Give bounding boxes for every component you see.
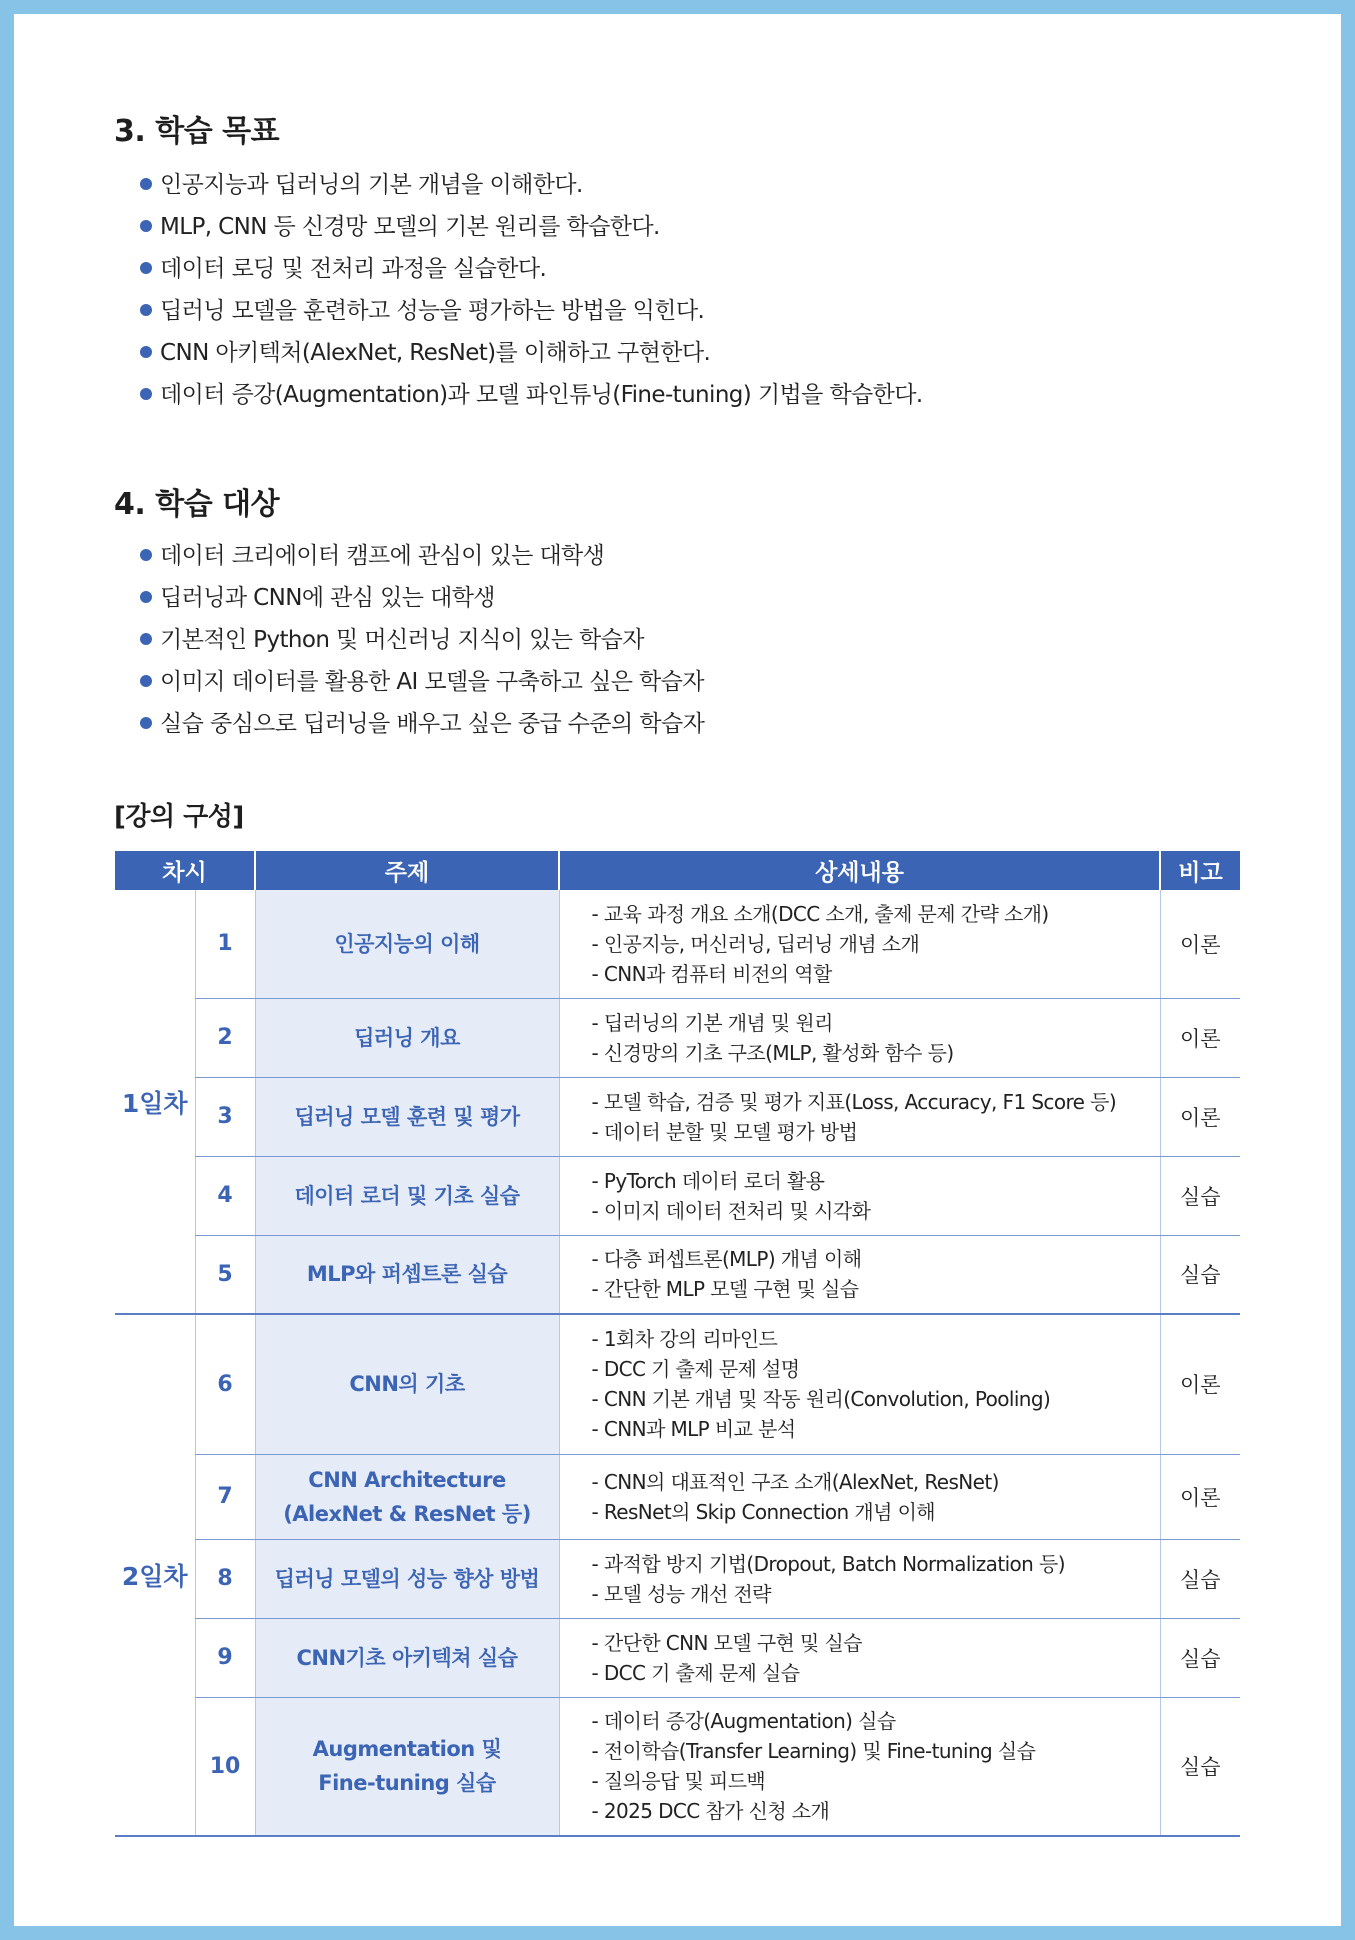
table-row xyxy=(115,998,1240,1077)
session-number: 9 xyxy=(195,1618,255,1697)
session-note: 이론 xyxy=(1160,1454,1240,1539)
session-number: 10 xyxy=(195,1697,255,1836)
list-item: 실습 중심으로 딥러닝을 배우고 싶은 중급 수준의 학습자 xyxy=(140,703,704,745)
session-note: 이론 xyxy=(1160,1314,1240,1454)
session-detail: - 교육 과정 개요 소개(DCC 소개, 출제 문제 간략 소개) - 인공지능, 머신러닝, 딥러닝 개념 소개 - CNN과 컴퓨터 비전의 역할 xyxy=(559,890,1160,998)
list-item: 딥러닝 모델을 훈련하고 성능을 평가하는 방법을 익힌다. xyxy=(140,290,923,332)
session-topic: CNN의 기초 xyxy=(255,1314,559,1454)
session-topic: CNN기초 아키텍쳐 실습 xyxy=(255,1618,559,1697)
list-item: 데이터 로딩 및 전처리 과정을 실습한다. xyxy=(140,248,923,290)
list-item: 인공지능과 딥러닝의 기본 개념을 이해한다. xyxy=(140,164,923,206)
table-row xyxy=(115,1618,1240,1697)
session-note: 이론 xyxy=(1160,890,1240,998)
header-session: 차시 xyxy=(115,851,255,890)
session-detail: - PyTorch 데이터 로더 활용 - 이미지 데이터 전처리 및 시각화 xyxy=(559,1156,1160,1235)
header-note: 비고 xyxy=(1160,851,1240,890)
day-label: 1일차 xyxy=(115,890,195,1314)
target-list xyxy=(140,535,704,745)
list-item: 이미지 데이터를 활용한 AI 모델을 구축하고 싶은 학습자 xyxy=(140,661,704,703)
list-item: CNN 아키텍처(AlexNet, ResNet)를 이해하고 구현한다. xyxy=(140,332,923,374)
session-detail: - 다층 퍼셉트론(MLP) 개념 이해 - 간단한 MLP 모델 구현 및 실습 xyxy=(559,1235,1160,1314)
session-topic: Augmentation 및 Fine-tuning 실습 xyxy=(255,1697,559,1836)
session-number: 8 xyxy=(195,1539,255,1618)
session-detail: - 간단한 CNN 모델 구현 및 실습 - DCC 기 출제 문제 실습 xyxy=(559,1618,1160,1697)
objectives-list xyxy=(140,164,923,416)
session-detail: - 데이터 증강(Augmentation) 실습 - 전이학습(Transfer Learning) 및 Fine-tuning 실습 - 질의응답 및 피드백 - 2025 DCC 참가 신청 소개 xyxy=(559,1697,1160,1836)
header-detail: 상세내용 xyxy=(559,851,1160,890)
session-detail: - 과적합 방지 기법(Dropout, Batch Normalization 등) - 모델 성능 개선 전략 xyxy=(559,1539,1160,1618)
list-item: MLP, CNN 등 신경망 모델의 기본 원리를 학습한다. xyxy=(140,206,923,248)
session-number: 3 xyxy=(195,1077,255,1156)
session-topic: CNN Architecture (AlexNet & ResNet 등) xyxy=(255,1454,559,1539)
session-number: 6 xyxy=(195,1314,255,1454)
document-page xyxy=(14,14,1341,1926)
session-number: 2 xyxy=(195,998,255,1077)
session-note: 실습 xyxy=(1160,1156,1240,1235)
session-topic: 딥러닝 모델의 성능 향상 방법 xyxy=(255,1539,559,1618)
session-number: 7 xyxy=(195,1454,255,1539)
session-topic: 데이터 로더 및 기초 실습 xyxy=(255,1156,559,1235)
objectives-title: 3. 학습 목표 xyxy=(114,114,280,149)
session-topic: 딥러닝 모델 훈련 및 평가 xyxy=(255,1077,559,1156)
session-note: 실습 xyxy=(1160,1235,1240,1314)
session-detail: - CNN의 대표적인 구조 소개(AlexNet, ResNet) - ResNet의 Skip Connection 개념 이해 xyxy=(559,1454,1160,1539)
session-number: 5 xyxy=(195,1235,255,1314)
table-row xyxy=(115,1077,1240,1156)
table-row xyxy=(115,890,1240,998)
list-item: 딥러닝과 CNN에 관심 있는 대학생 xyxy=(140,577,704,619)
session-number: 1 xyxy=(195,890,255,998)
session-note: 실습 xyxy=(1160,1697,1240,1836)
session-detail: - 1회차 강의 리마인드 - DCC 기 출제 문제 설명 - CNN 기본 개념 및 작동 원리(Convolution, Pooling) - CNN과 MLP 비교 분석 xyxy=(559,1314,1160,1454)
table-caption: [강의 구성] xyxy=(114,802,244,832)
session-topic: 인공지능의 이해 xyxy=(255,890,559,998)
session-detail: - 딥러닝의 기본 개념 및 원리 - 신경망의 기초 구조(MLP, 활성화 함수 등) xyxy=(559,998,1160,1077)
table-row xyxy=(115,1539,1240,1618)
session-note: 실습 xyxy=(1160,1539,1240,1618)
table-row xyxy=(115,1697,1240,1836)
table-header-row xyxy=(115,851,1240,890)
session-note: 실습 xyxy=(1160,1618,1240,1697)
session-detail: - 모델 학습, 검증 및 평가 지표(Loss, Accuracy, F1 Score 등) - 데이터 분할 및 모델 평가 방법 xyxy=(559,1077,1160,1156)
table-row xyxy=(115,1235,1240,1314)
session-topic: 딥러닝 개요 xyxy=(255,998,559,1077)
list-item: 데이터 증강(Augmentation)과 모델 파인튜닝(Fine-tuning) 기법을 학습한다. xyxy=(140,374,923,416)
table-row xyxy=(115,1156,1240,1235)
table-row xyxy=(115,1314,1240,1454)
session-topic: MLP와 퍼셉트론 실습 xyxy=(255,1235,559,1314)
target-title: 4. 학습 대상 xyxy=(114,487,280,522)
header-topic: 주제 xyxy=(255,851,559,890)
list-item: 기본적인 Python 및 머신러닝 지식이 있는 학습자 xyxy=(140,619,704,661)
course-table xyxy=(115,851,1240,1837)
table-row xyxy=(115,1454,1240,1539)
list-item: 데이터 크리에이터 캠프에 관심이 있는 대학생 xyxy=(140,535,704,577)
session-note: 이론 xyxy=(1160,998,1240,1077)
day-label: 2일차 xyxy=(115,1314,195,1836)
session-note: 이론 xyxy=(1160,1077,1240,1156)
session-number: 4 xyxy=(195,1156,255,1235)
